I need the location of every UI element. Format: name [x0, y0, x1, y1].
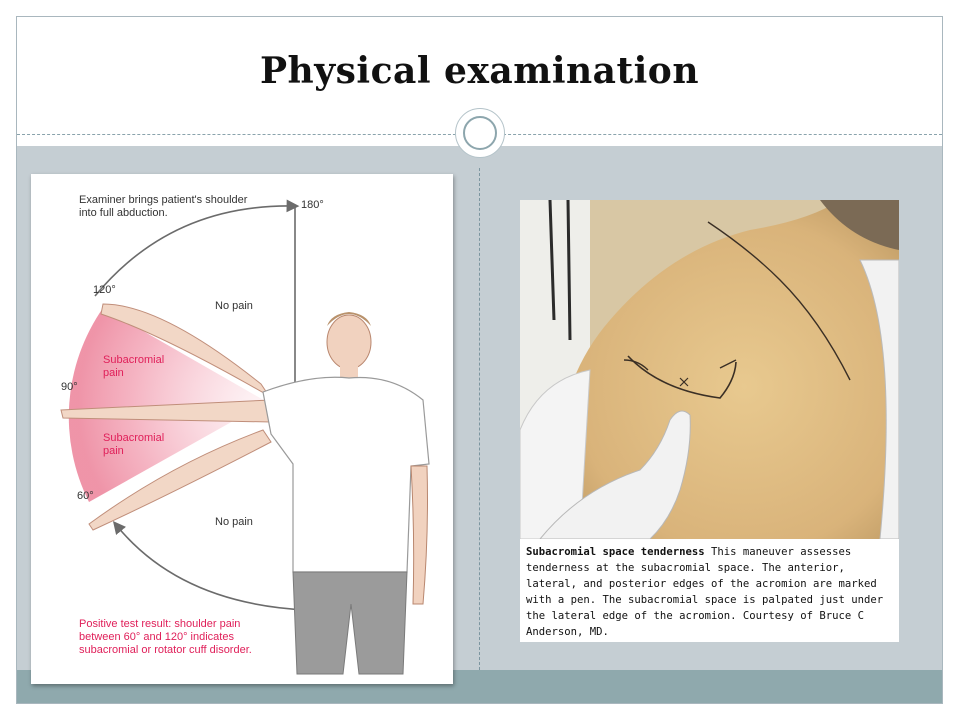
slide-title: Physical examination: [259, 50, 699, 92]
shoulder-photo-drawing: [520, 200, 899, 539]
subacromial-upper-label: Subacromial pain: [103, 354, 165, 379]
positive-result-text: Positive test result: shoulder pain between 60° and 120° indicates subacromial or rotator cuff disorder.: [79, 618, 252, 656]
trousers: [293, 572, 407, 674]
tshirt: [263, 377, 429, 572]
circle-ornament-inner: [463, 116, 497, 150]
no-pain-bottom-label: No pain: [215, 516, 253, 528]
arc-60-return: [117, 526, 307, 610]
head: [327, 315, 371, 369]
right-arm: [411, 466, 428, 604]
circle-ornament-icon: [455, 108, 505, 158]
angle-120-label: 120°: [93, 284, 116, 296]
abduction-illustration: [31, 174, 453, 684]
caption-body: This maneuver assesses tenderness at the subacromial space. The anterior, lateral, and posterior edges of the acromion are marked with a pen. The subacromial space is palpated just under the lateral edge of the acromion. Courtesy of Bruce C Anderson, MD.: [526, 546, 884, 638]
caption-heading: Subacromial space tenderness: [526, 546, 705, 558]
shoulder-photo: [520, 200, 899, 539]
subacromial-lower-label: Subacromial pain: [103, 432, 165, 457]
instruction-text: Examiner brings patient's shoulder into full abduction.: [79, 194, 248, 219]
angle-90-label: 90°: [61, 381, 78, 393]
photo-caption: [520, 539, 899, 642]
abduction-diagram: [31, 174, 453, 684]
angle-60-label: 60°: [77, 490, 94, 502]
column-separator: [479, 168, 480, 670]
no-pain-top-label: No pain: [215, 300, 253, 312]
angle-180-label: 180°: [301, 199, 324, 211]
